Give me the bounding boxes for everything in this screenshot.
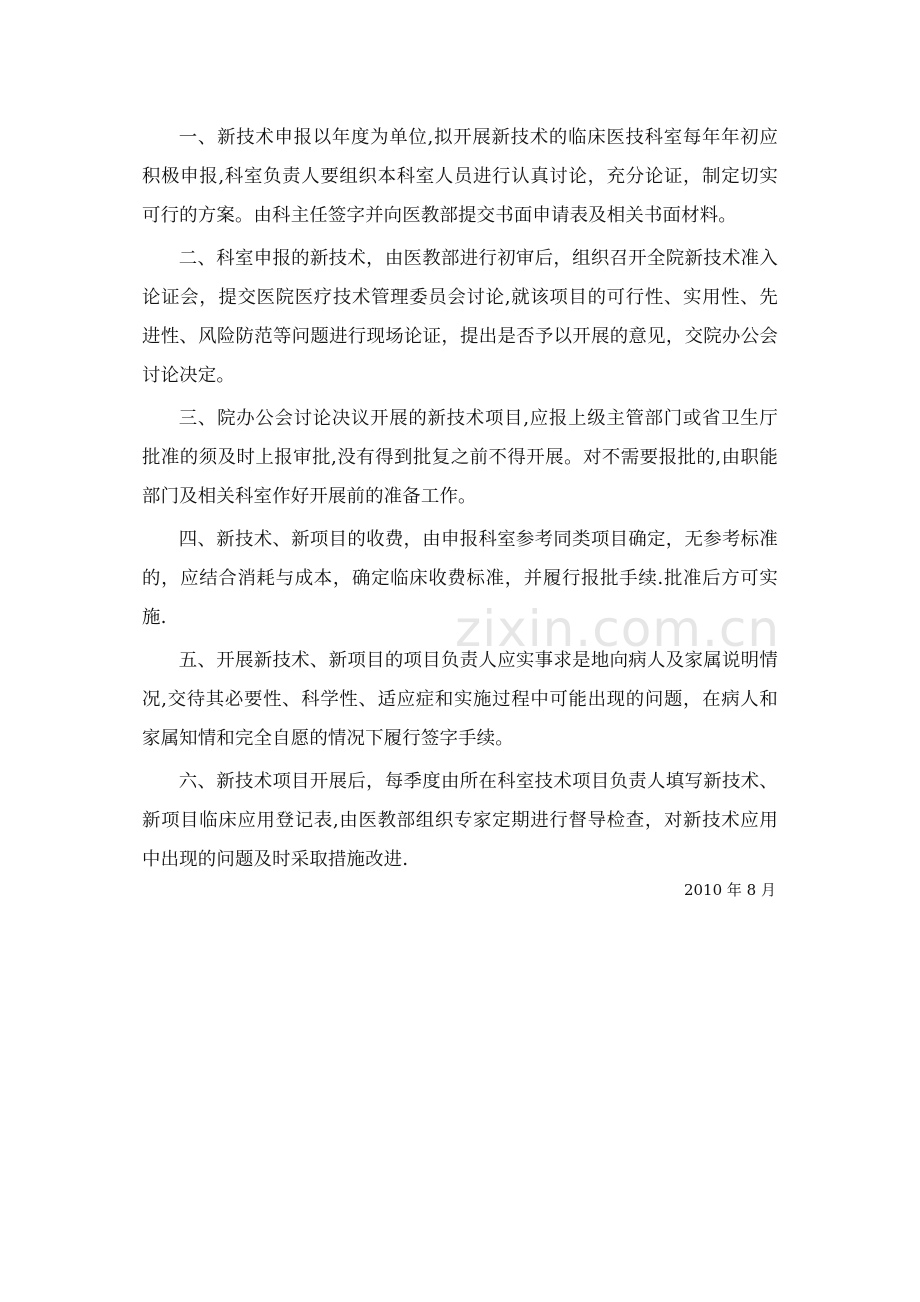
- paragraph-6: 六、新技术项目开展后，每季度由所在科室技术项目负责人填写新技术、新项目临床应用登记表,由医教部组织专家定期进行督导检查，对新技术应用中出现的问题及时采取措施改进.: [142, 771, 778, 870]
- paragraph-5: 五、开展新技术、新项目的项目负责人应实事求是地向病人及家属说明情况,交待其必要性、科学性、适应症和实施过程中可能出现的问题，在病人和家属知情和完全自愿的情况下履行签字手续。: [142, 650, 778, 749]
- document-body: [142, 118, 781, 905]
- paragraph-4: 四、新技术、新项目的收费，由申报科室参考同类项目确定，无参考标准的，应结合消耗与成本，确定临床收费标准，并履行报批手续.批准后方可实施.: [142, 529, 778, 628]
- watermark: zixin.com.cn: [455, 600, 781, 658]
- paragraph-3: 三、院办公会讨论决议开展的新技术项目,应报上级主管部门或省卫生厅批准的须及时上报审批,没有得到批复之前不得开展。对不需要报批的,由职能部门及相关科室作好开展前的准备工作。: [142, 408, 778, 507]
- paragraph-1: 一、新技术申报以年度为单位,拟开展新技术的临床医技科室每年年初应积极申报,科室负责人要组织本科室人员进行认真讨论，充分论证，制定切实可行的方案。由科主任签字并向医教部提交书面申请表及相关书面材料。: [142, 127, 778, 226]
- document-date: 2010 年 8 月: [683, 881, 776, 899]
- paragraph-2: 二、科室申报的新技术，由医教部进行初审后，组织召开全院新技术准入论证会，提交医院医疗技术管理委员会讨论,就该项目的可行性、实用性、先进性、风险防范等问题进行现场论证，提出是否予以开展的意见，交院办公会讨论决定。: [142, 248, 778, 386]
